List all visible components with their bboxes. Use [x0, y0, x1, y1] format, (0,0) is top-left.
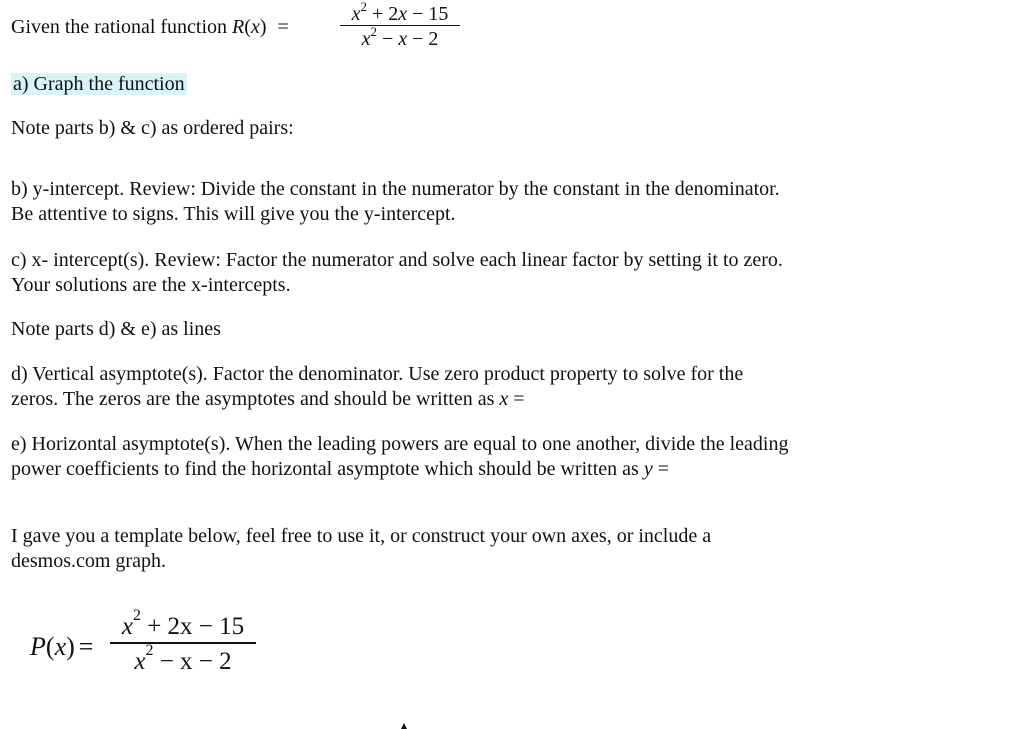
intro-line [11, 15, 289, 40]
part-b-line1: b) y-intercept. Review: Divide the constant in the numerator by the constant in the denominator. [11, 178, 780, 200]
part-e-eq: = [657, 458, 669, 480]
intro-equals: = [277, 16, 289, 38]
intro-numerator: $x^2 + 2x - 15$ [351, 0, 449, 25]
intro-fraction [340, 0, 460, 52]
intro-text: Given the rational function [11, 16, 228, 38]
part-d-line2: zeros. The zeros are the asymptotes and should be written as x = [11, 388, 525, 410]
part-c-line2: Your solutions are the x-intercepts. [11, 274, 291, 296]
note-lines: Note parts d) & e) as lines [11, 318, 221, 340]
template-note-line2: desmos.com graph. [11, 550, 166, 572]
part-b-line2: Be attentive to signs. This will give you the y-intercept. [11, 203, 456, 225]
intro-denominator: $x^2 - x - 2$ [361, 24, 439, 51]
template-denominator: $x^2 - x - 2$ [134, 641, 232, 675]
part-e-line1: e) Horizontal asymptote(s). When the leading powers are equal to one another, divide the leading [11, 433, 789, 455]
part-a-text: a) Graph the function [13, 73, 185, 95]
part-a [11, 72, 187, 97]
part-d-eq: = [513, 388, 525, 410]
axis-arrow-tip-icon [401, 723, 407, 729]
note-ordered-pairs: Note parts b) & c) as ordered pairs: [11, 117, 294, 139]
part-c-line1: c) x- intercept(s). Review: Factor the numerator and solve each linear factor by setting it to zero. [11, 249, 783, 271]
template-fraction [110, 607, 256, 680]
template-numerator: $x^2 + 2x - 15$ [121, 607, 245, 640]
function-name: R(x) [232, 16, 267, 38]
template-formula-lhs: P(x) = [30, 632, 94, 661]
part-e-var: y [643, 458, 653, 480]
template-note-line1: I gave you a template below, feel free to use it, or construct your own axes, or include a [11, 525, 712, 547]
part-d-var: x [499, 388, 509, 410]
part-d-line1: d) Vertical asymptote(s). Factor the denominator. Use zero product property to solve for the [11, 363, 744, 385]
part-e-line2: power coefficients to find the horizontal asymptote which should be written as y = [11, 458, 669, 480]
